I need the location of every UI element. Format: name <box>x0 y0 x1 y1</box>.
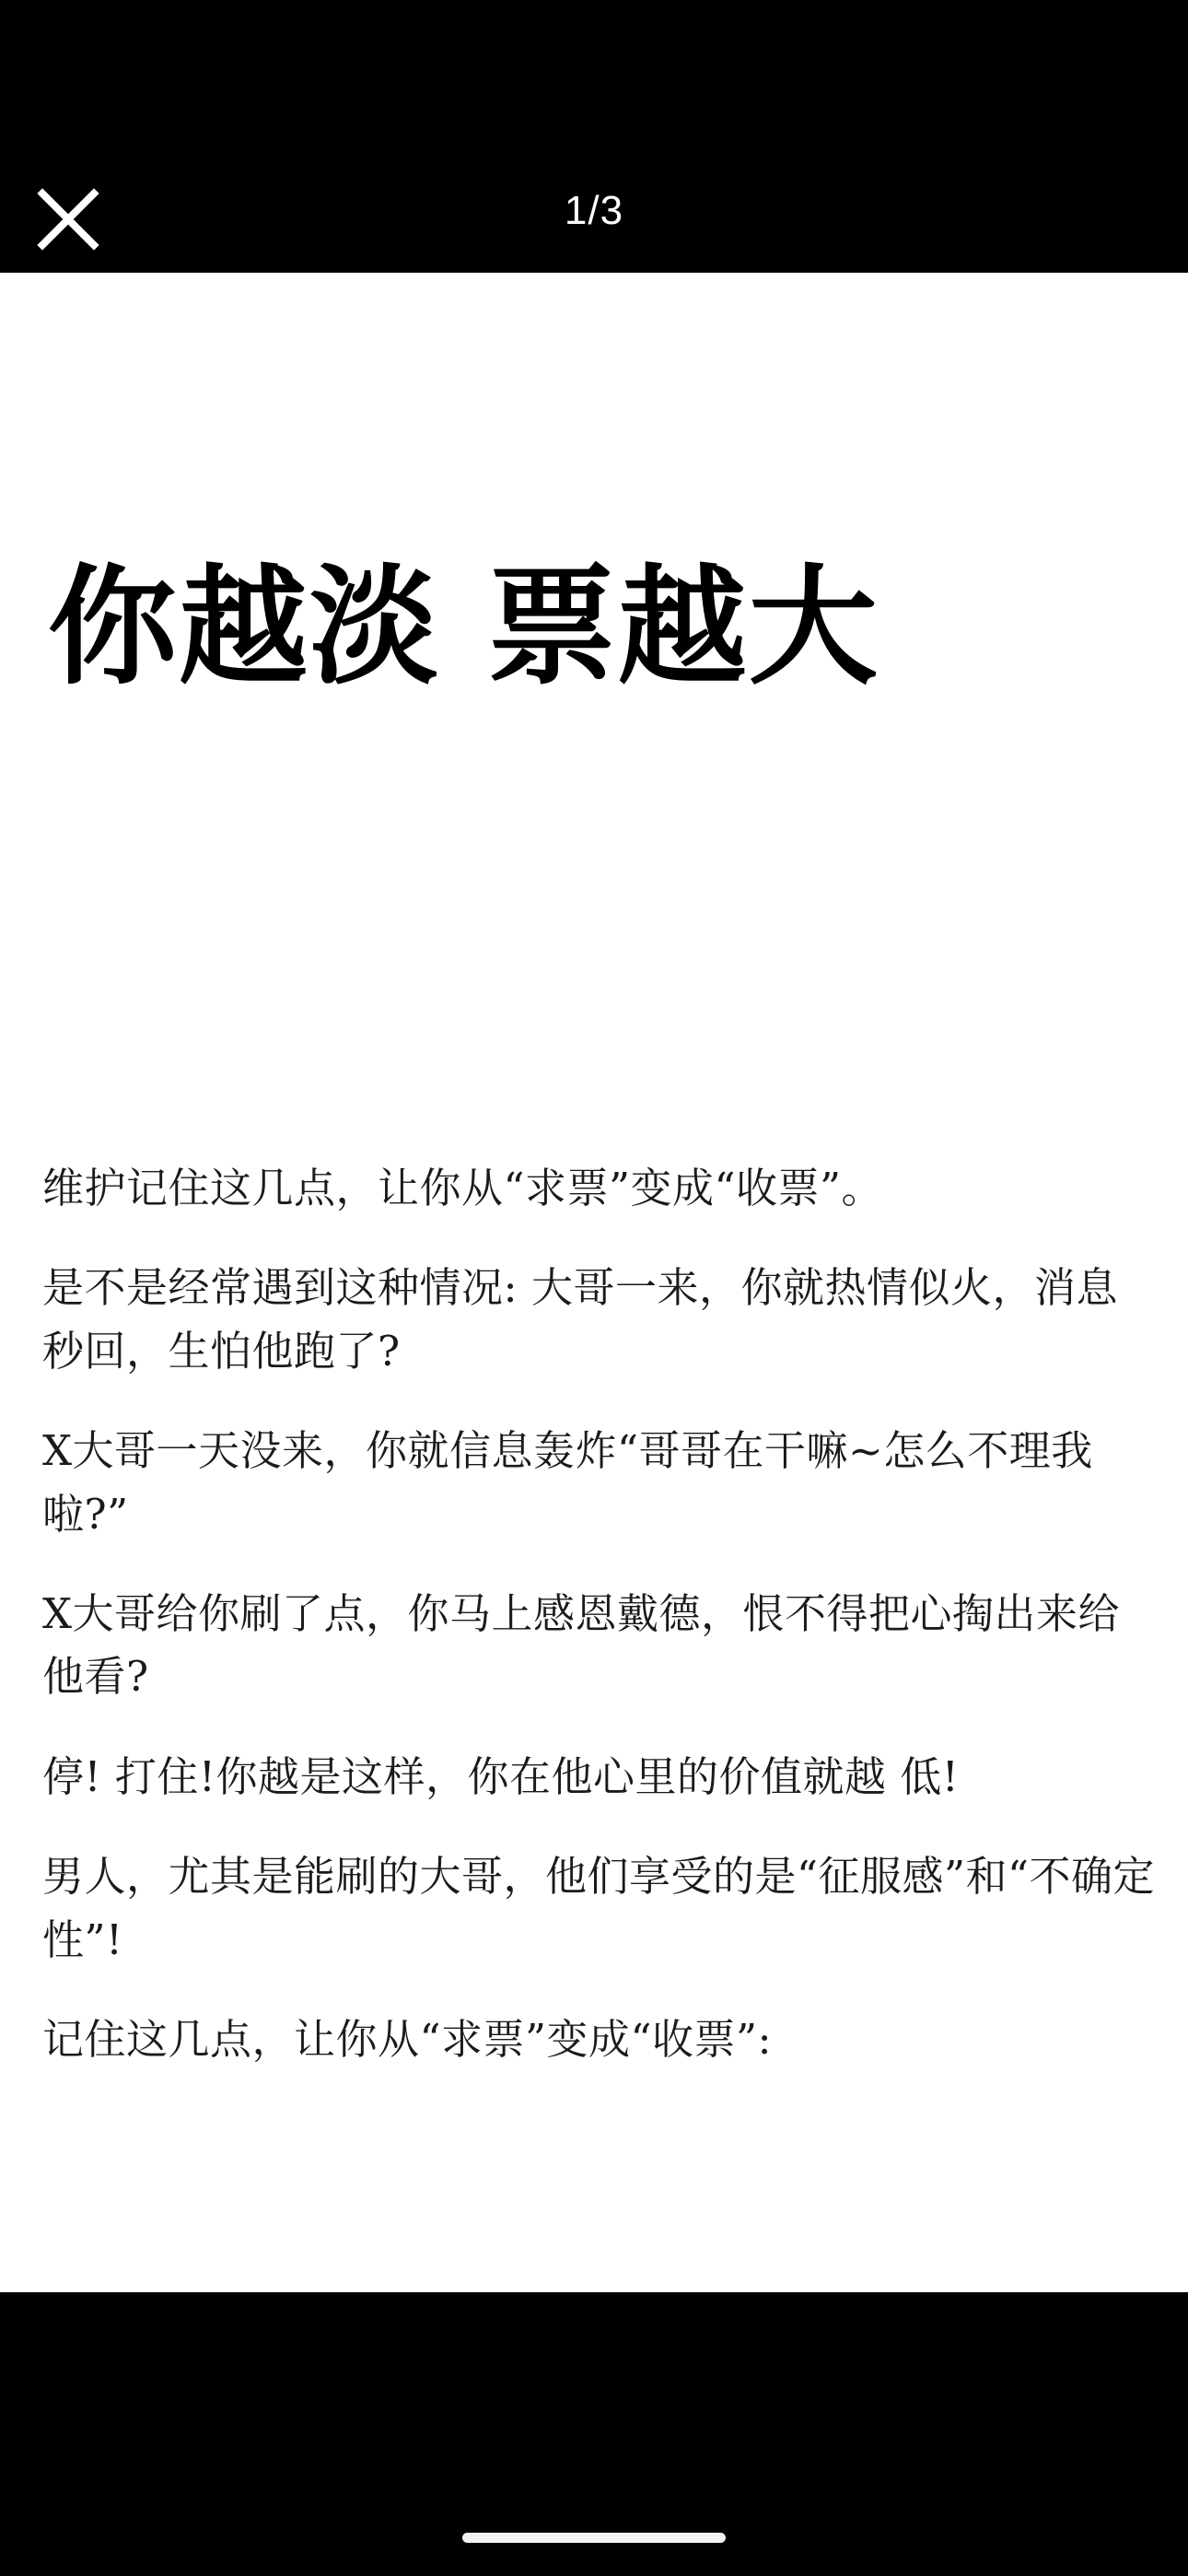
bottom-bar <box>0 2292 1188 2576</box>
paragraph: 是不是经常遇到这种情况: 大哥一来，你就热情似火，消息秒回，生怕他跑了? <box>42 1263 1118 1376</box>
home-indicator[interactable] <box>462 2533 726 2543</box>
paragraph: X大哥一天没来，你就信息轰炸“哥哥在干嘛~怎么不理我啦?” <box>42 1426 1093 1539</box>
paragraph: 停! 打住!你越是这样，你在他心里的价值就越 低! <box>42 1751 960 1801</box>
top-bar <box>0 0 1188 273</box>
article-body <box>42 1157 1157 2071</box>
paragraph: 男人，尤其是能刷的大哥，他们享受的是“征服感”和“不确定性”! <box>42 1852 1156 1964</box>
paragraph: X大哥给你刷了点，你马上感恩戴德，恨不得把心掏出来给他看? <box>42 1588 1121 1702</box>
article-sheet <box>0 273 1188 2292</box>
paragraph: 记住这几点，让你从“求票”变成“收票”: <box>42 2014 773 2064</box>
page-title: 你越淡 票越大 <box>48 552 879 703</box>
paragraph: 维护记住这几点，让你从“求票”变成“收票”。 <box>42 1164 884 1212</box>
page-indicator: 1/3 <box>564 188 624 233</box>
